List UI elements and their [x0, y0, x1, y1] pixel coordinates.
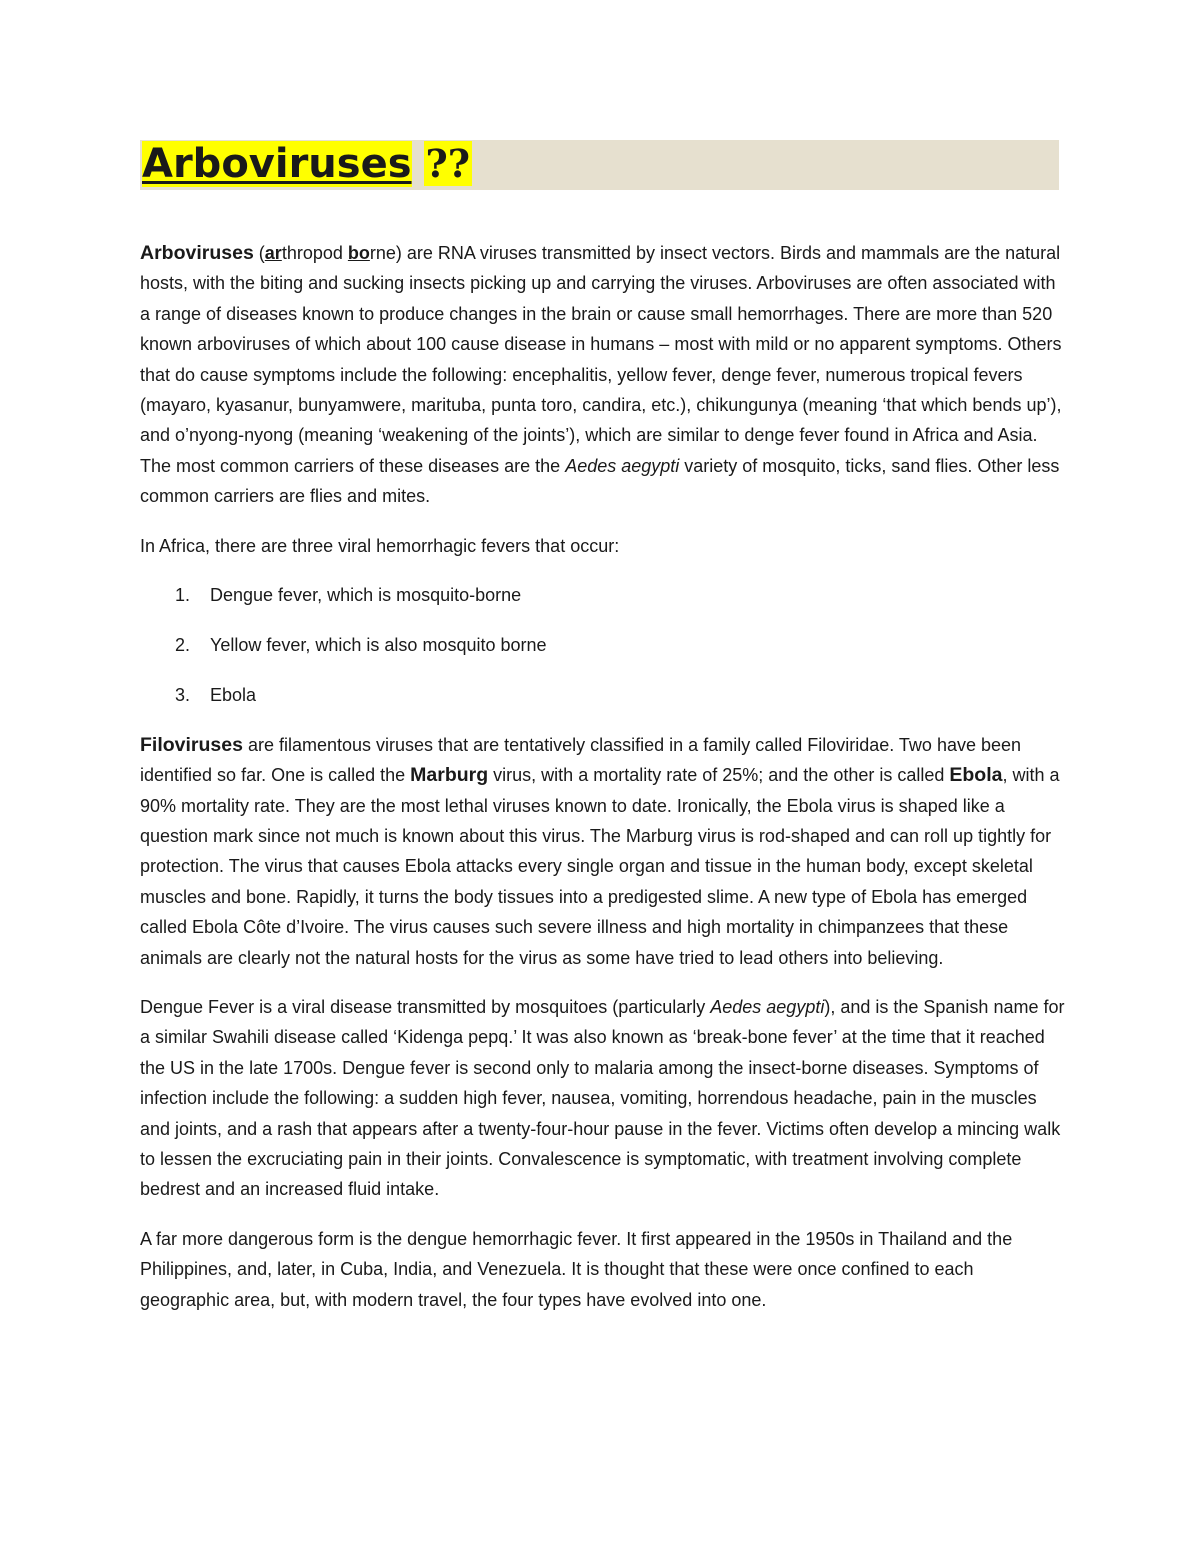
paragraph-arboviruses — [140, 238, 1065, 512]
title-text: Arboviruses — [142, 141, 412, 187]
text-run: ), and is the Spanish name for a similar Swahili disease called ‘Kidenga pepq.’ It was also known as ‘break-bone fever’ at the time that it reached the US in the late 1700s. Dengue fever is second only to malaria among the insect-borne diseases. Symptoms of infection include the following: a sudden high fever, nausea, vomiting, horrendous headache, pain in the muscles and joints, and a rash that appears after a twenty-four-hour pause in the fever. Victims often develop a mincing walk to lessen the excruciating pain in their joints. Convalescence is symptomatic, with treatment involving complete bedrest and an increased fluid intake. — [140, 997, 1065, 1200]
underlined-ar: ar — [264, 243, 282, 263]
term-filoviruses: Filoviruses — [140, 733, 243, 756]
text-run: thropod — [281, 243, 348, 263]
list-number: 1. — [175, 585, 191, 606]
text-run: virus, with a mortality rate of 25%; and the other is called — [488, 765, 950, 786]
text-run: are filamentous viruses that are tentatively classified in a family called Filoviridae. Two have been identified so far. One is called the — [140, 734, 1022, 786]
text-run: , with a 90% mortality rate. They are the most lethal viruses known to date. Ironically, the Ebola virus is shaped like a question mark since not much is known about this virus. The Marburg virus is rod-shaped and can roll up tightly for protection. The virus that causes Ebola attacks every single organ and tissue in the human body, except skeletal muscles and bone. Rapidly, it turns the body tissues into a predigested slime. A new type of Ebola has emerged called Ebola Côte d’Ivoire. The virus causes such severe illness and high mortality in chimpanzees that these animals are clearly not the natural hosts for the virus as some have tried to lead others into believing. — [140, 765, 1060, 968]
page-title — [142, 136, 472, 192]
underlined-bo: bo — [347, 243, 370, 263]
title-question-marks: ?? — [425, 141, 471, 186]
list-item — [140, 680, 1065, 710]
list-text: Yellow fever, which is also mosquito borne — [210, 634, 547, 655]
term-marburg: Marburg — [410, 764, 489, 787]
document-body — [140, 238, 1065, 1334]
term-arboviruses: Arboviruses — [140, 242, 254, 264]
text-run: variety of mosquito, ticks, sand flies. Other less common carriers are flies and mites. — [140, 455, 1060, 507]
list-text: Ebola — [210, 684, 257, 705]
text-run: rne) are RNA viruses transmitted by insect vectors. Birds and mammals are the natural hosts, with the biting and sucking insects picking up and carrying the viruses. Arboviruses are often associated with a range of diseases known to produce changes in the brain or cause small hemorrhages. There are more than 520 known arboviruses of which about 100 cause disease in humans – most with mild or no apparent symptoms. Others that do cause symptoms include the following: encephalitis, yellow fever, denge fever, numerous tropical fevers (mayaro, kyasanur, bunyamwere, marituba, punta toro, candira, etc.), chikungunya (meaning ‘that which bends up’), and o’nyong-nyong (meaning ‘weakening of the joints’), which are similar to denge fever found in Africa and Asia. The most common carriers of these diseases are the — [140, 243, 1062, 476]
italic-aedes-aegypti: Aedes aegypti — [710, 997, 825, 1018]
paragraph-hemorrhagic-fever: A far more dangerous form is the dengue hemorrhagic fever. It first appeared in the 1950s in Thailand and the Philippines, and, later, in Cuba, India, and Venezuela. It is thought that these were once confined to each geographic area, but, with modern travel, the four types have evolved into one. — [140, 1228, 1013, 1310]
list-number: 2. — [175, 634, 191, 655]
list-item — [140, 580, 1065, 610]
list-text: Dengue fever, which is mosquito-borne — [210, 585, 522, 606]
italic-aedes-aegypti: Aedes aegypti — [565, 455, 680, 476]
text-run: Dengue Fever is a viral disease transmitted by mosquitoes (particularly — [140, 997, 711, 1018]
fever-list — [140, 580, 1065, 710]
paragraph-dengue-fever — [140, 992, 1065, 1205]
paragraph-africa-intro: In Africa, there are three viral hemorrhagic fevers that occur: — [140, 535, 620, 556]
list-number: 3. — [175, 684, 191, 705]
term-ebola: Ebola — [949, 764, 1003, 787]
list-item — [140, 630, 1065, 660]
paragraph-filoviruses — [140, 730, 1065, 973]
text-run: ( — [253, 243, 265, 263]
